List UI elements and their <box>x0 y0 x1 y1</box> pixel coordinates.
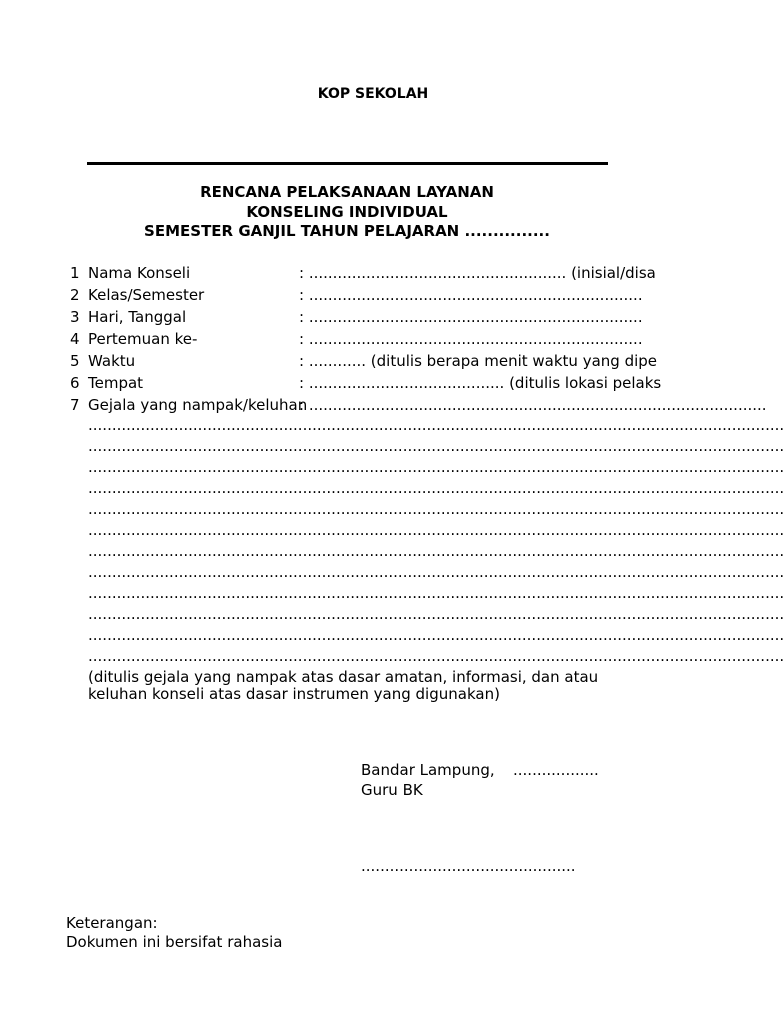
field-number: 1 <box>70 264 80 282</box>
signature-date-dots: .................. <box>513 761 599 779</box>
dotted-answer-lines <box>0 416 784 669</box>
field-value: : ...................................................................... <box>299 286 643 304</box>
dotted-line: .................................................................................................................................................. <box>88 605 784 623</box>
dotted-line: .................................................................................................................................................. <box>88 458 784 476</box>
dotted-line: .................................................................................................................................................. <box>88 626 784 644</box>
field-value: : ......................................... (ditulis lokasi pelaks <box>299 374 662 392</box>
remarks-label: Keterangan: <box>66 914 158 932</box>
field-label: Hari, Tanggal <box>88 308 187 326</box>
field-number: 6 <box>70 374 80 392</box>
field-number: 2 <box>70 286 80 304</box>
field-label: Kelas/Semester <box>88 286 205 304</box>
dotted-line: .................................................................................................................................................. <box>88 563 784 581</box>
letterhead-title: KOP SEKOLAH <box>317 86 429 102</box>
signature-place: Bandar Lampung, <box>361 761 495 779</box>
document-title-line-1: RENCANA PELAKSANAAN LAYANAN <box>200 183 494 201</box>
field-value: : ...................................................................... <box>299 330 643 348</box>
remarks-text: Dokumen ini bersifat rahasia <box>66 933 283 951</box>
field-label: Nama Konseli <box>88 264 191 282</box>
field-value: : ................................................................................................ <box>299 396 767 414</box>
field-number: 4 <box>70 330 80 348</box>
signature-role: Guru BK <box>361 781 423 799</box>
instruction-note-line-1: (ditulis gejala yang nampak atas dasar amatan, informasi, dan atau <box>88 668 599 686</box>
field-row-tempat <box>0 374 672 396</box>
field-value: : ...................................................................... <box>299 308 643 326</box>
field-row-waktu <box>0 352 672 374</box>
field-row-nama-konseli <box>0 264 672 286</box>
field-row-kelas-semester <box>0 286 672 308</box>
field-number: 7 <box>70 396 80 414</box>
document-title-line-3: SEMESTER GANJIL TAHUN PELAJARAN ............... <box>144 222 550 240</box>
dotted-line: .................................................................................................................................................. <box>88 647 784 665</box>
dotted-line: .................................................................................................................................................. <box>88 500 784 518</box>
field-label: Tempat <box>88 374 144 392</box>
letterhead-divider <box>87 162 608 165</box>
dotted-line: .................................................................................................................................................. <box>88 521 784 539</box>
field-number: 5 <box>70 352 80 370</box>
field-number: 3 <box>70 308 80 326</box>
dotted-line: .................................................................................................................................................. <box>88 416 784 434</box>
field-value: : ............ (ditulis berapa menit waktu yang dipe <box>299 352 658 370</box>
field-row-hari-tanggal <box>0 308 672 330</box>
field-label: Pertemuan ke- <box>88 330 198 348</box>
field-row-gejala <box>0 396 767 418</box>
instruction-note-line-2: keluhan konseli atas dasar instrumen yang digunakan) <box>88 685 500 703</box>
field-label: Gejala yang nampak/keluhan <box>88 396 308 414</box>
field-label: Waktu <box>88 352 136 370</box>
dotted-line: .................................................................................................................................................. <box>88 542 784 560</box>
dotted-line: .................................................................................................................................................. <box>88 479 784 497</box>
document-title-line-2: KONSELING INDIVIDUAL <box>246 203 448 221</box>
signature-line: ............................................. <box>361 857 576 875</box>
field-row-pertemuan <box>0 330 672 352</box>
dotted-line: .................................................................................................................................................. <box>88 437 784 455</box>
dotted-line: .................................................................................................................................................. <box>88 584 784 602</box>
field-value: : ...................................................... (inisial/disa <box>299 264 656 282</box>
form-fields <box>0 264 767 418</box>
